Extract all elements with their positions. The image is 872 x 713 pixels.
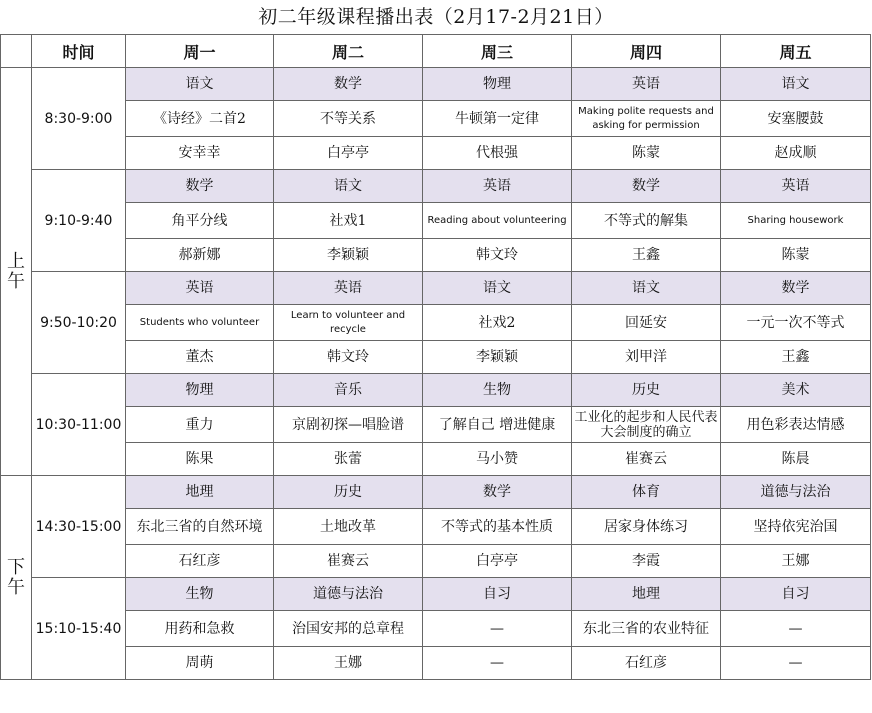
period-label-char: 上: [7, 250, 25, 272]
subject-cell: 音乐: [274, 374, 423, 407]
teacher-cell: 石红彦: [126, 545, 274, 578]
subject-row: [1, 374, 871, 407]
subject-cell: 数学: [274, 68, 423, 101]
teacher-row: [1, 545, 871, 578]
subject-row: [1, 272, 871, 305]
schedule-table: [0, 34, 871, 680]
subject-cell: 生物: [423, 374, 572, 407]
topic-cell: 东北三省的农业特征: [572, 611, 721, 647]
teacher-cell: 王娜: [721, 545, 871, 578]
topic-cell: 《诗经》二首2: [126, 101, 274, 137]
topic-cell: Students who volunteer: [126, 305, 274, 341]
topic-row: [1, 203, 871, 239]
topic-row: [1, 101, 871, 137]
teacher-row: [1, 341, 871, 374]
header-monday: 周一: [126, 35, 274, 68]
teacher-row: [1, 443, 871, 476]
teacher-cell: 安幸幸: [126, 137, 274, 170]
teacher-cell: 郝新娜: [126, 239, 274, 272]
teacher-cell: 张蕾: [274, 443, 423, 476]
header-row: [1, 35, 871, 68]
topic-cell: 东北三省的自然环境: [126, 509, 274, 545]
teacher-cell: 白亭亭: [274, 137, 423, 170]
subject-cell: 历史: [274, 476, 423, 509]
subject-cell: 生物: [126, 578, 274, 611]
header-wednesday: 周三: [423, 35, 572, 68]
subject-cell: 英语: [721, 170, 871, 203]
time-slot: 9:10-9:40: [32, 170, 126, 272]
topic-cell: Making polite requests and asking for permission: [572, 101, 721, 137]
subject-cell: 物理: [423, 68, 572, 101]
topic-cell: —: [423, 611, 572, 647]
topic-cell: 用药和急救: [126, 611, 274, 647]
subject-cell: 数学: [423, 476, 572, 509]
topic-cell: 回延安: [572, 305, 721, 341]
teacher-cell: —: [423, 647, 572, 680]
teacher-cell: 周萌: [126, 647, 274, 680]
topic-cell: Sharing housework: [721, 203, 871, 239]
header-friday: 周五: [721, 35, 871, 68]
teacher-cell: 崔赛云: [274, 545, 423, 578]
topic-cell: 坚持依宪治国: [721, 509, 871, 545]
teacher-row: [1, 647, 871, 680]
subject-cell: 数学: [572, 170, 721, 203]
teacher-cell: 王鑫: [572, 239, 721, 272]
schedule-title: 初二年级课程播出表（2月17-2月21日）: [258, 6, 614, 28]
topic-cell: 安塞腰鼓: [721, 101, 871, 137]
teacher-cell: 陈晨: [721, 443, 871, 476]
teacher-cell: 韩文玲: [274, 341, 423, 374]
topic-cell: —: [721, 611, 871, 647]
teacher-cell: 陈蒙: [721, 239, 871, 272]
subject-cell: 语文: [572, 272, 721, 305]
subject-cell: 物理: [126, 374, 274, 407]
time-slot: 10:30-11:00: [32, 374, 126, 476]
period-afternoon: [1, 476, 32, 680]
topic-cell: Learn to volunteer and recycle: [274, 305, 423, 341]
teacher-cell: 马小赞: [423, 443, 572, 476]
subject-cell: 历史: [572, 374, 721, 407]
topic-cell: 社戏2: [423, 305, 572, 341]
teacher-cell: 董杰: [126, 341, 274, 374]
teacher-cell: —: [721, 647, 871, 680]
subject-row: [1, 578, 871, 611]
topic-cell: 用色彩表达情感: [721, 407, 871, 443]
teacher-cell: 刘甲洋: [572, 341, 721, 374]
period-label-char: 午: [7, 576, 25, 598]
topic-row: [1, 407, 871, 443]
teacher-row: [1, 137, 871, 170]
topic-cell: 治国安邦的总章程: [274, 611, 423, 647]
teacher-cell: 李霞: [572, 545, 721, 578]
teacher-cell: 代根强: [423, 137, 572, 170]
topic-cell: 居家身体练习: [572, 509, 721, 545]
topic-cell: 工业化的起步和人民代表大会制度的确立: [572, 407, 721, 443]
topic-cell: 角平分线: [126, 203, 274, 239]
time-slot: 9:50-10:20: [32, 272, 126, 374]
header-time: 时间: [32, 35, 126, 68]
subject-cell: 道德与法治: [274, 578, 423, 611]
subject-cell: 数学: [721, 272, 871, 305]
time-slot: 8:30-9:00: [32, 68, 126, 170]
subject-cell: 语文: [423, 272, 572, 305]
period-label-char: 下: [7, 556, 25, 578]
topic-cell: 不等式的解集: [572, 203, 721, 239]
subject-cell: 数学: [126, 170, 274, 203]
topic-cell: Reading about volunteering: [423, 203, 572, 239]
topic-cell: 重力: [126, 407, 274, 443]
subject-cell: 语文: [126, 68, 274, 101]
subject-cell: 语文: [721, 68, 871, 101]
subject-cell: 英语: [572, 68, 721, 101]
subject-cell: 英语: [274, 272, 423, 305]
header-tuesday: 周二: [274, 35, 423, 68]
topic-cell: 不等式的基本性质: [423, 509, 572, 545]
teacher-row: [1, 239, 871, 272]
teacher-cell: 白亭亭: [423, 545, 572, 578]
subject-cell: 体育: [572, 476, 721, 509]
subject-row: [1, 170, 871, 203]
time-slot: 14:30-15:00: [32, 476, 126, 578]
subject-cell: 美术: [721, 374, 871, 407]
topic-cell: 了解自己 增进健康: [423, 407, 572, 443]
period-label-char: 午: [7, 270, 25, 292]
topic-cell: 社戏1: [274, 203, 423, 239]
topic-cell: 不等关系: [274, 101, 423, 137]
teacher-cell: 王娜: [274, 647, 423, 680]
teacher-cell: 陈果: [126, 443, 274, 476]
teacher-cell: 韩文玲: [423, 239, 572, 272]
teacher-cell: 石红彦: [572, 647, 721, 680]
subject-cell: 自习: [721, 578, 871, 611]
topic-cell: 一元一次不等式: [721, 305, 871, 341]
subject-cell: 自习: [423, 578, 572, 611]
topic-cell: 土地改革: [274, 509, 423, 545]
topic-cell: 京剧初探—唱脸谱: [274, 407, 423, 443]
topic-row: [1, 611, 871, 647]
subject-cell: 地理: [572, 578, 721, 611]
topic-row: [1, 305, 871, 341]
corner-cell: [1, 35, 32, 68]
teacher-cell: 陈蒙: [572, 137, 721, 170]
topic-row: [1, 509, 871, 545]
subject-cell: 语文: [274, 170, 423, 203]
subject-cell: 地理: [126, 476, 274, 509]
header-thursday: 周四: [572, 35, 721, 68]
teacher-cell: 李颖颖: [423, 341, 572, 374]
subject-cell: 道德与法治: [721, 476, 871, 509]
topic-cell: 牛顿第一定律: [423, 101, 572, 137]
teacher-cell: 李颖颖: [274, 239, 423, 272]
teacher-cell: 崔赛云: [572, 443, 721, 476]
subject-row: [1, 476, 871, 509]
period-morning: [1, 68, 32, 476]
teacher-cell: 赵成顺: [721, 137, 871, 170]
subject-cell: 英语: [126, 272, 274, 305]
teacher-cell: 王鑫: [721, 341, 871, 374]
subject-cell: 英语: [423, 170, 572, 203]
subject-row: [1, 68, 871, 101]
time-slot: 15:10-15:40: [32, 578, 126, 680]
